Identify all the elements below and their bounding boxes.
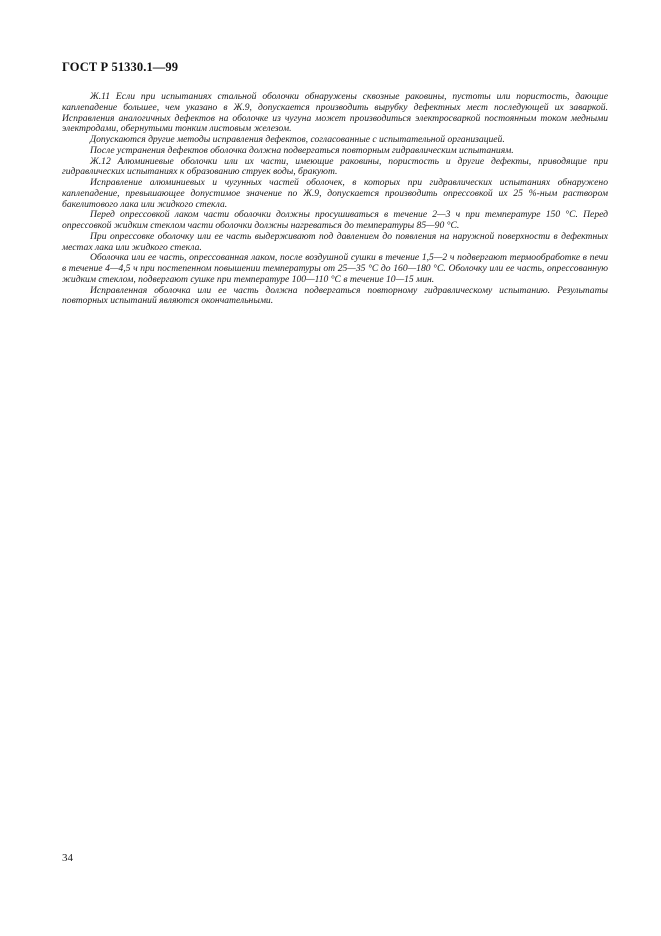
paragraph-other-methods: Допускаются другие методы исправления дефектов, согласованные с испытательной организацией. bbox=[90, 134, 505, 145]
document-header: ГОСТ Р 51330.1—99 bbox=[62, 60, 179, 74]
paragraph-repeat-tests: После устранения дефектов оболочка должна подвергаться повторным гидравлическим испытаниям. bbox=[90, 144, 514, 156]
paragraph-before-pressing: Перед опрессовкой лаком части оболочки должны просушиваться в течение 2—3 ч при температуре 150 °С. Перед опрессовкой жидким стеклом части оболочки должны нагреваться до температуры 85—90 °С. bbox=[62, 209, 608, 231]
paragraph-final-test: Исправленная оболочка или ее часть должна подвергаться повторному гидравлическому испытанию. Результаты повторных испытаний являются окончательными. bbox=[62, 284, 608, 307]
paragraph-repair-aluminum: Исправление алюминиевых и чугунных частей оболочек, в которых при гидравлических испытаниях обнаружено каплепадение, превышающее допустимое значение по Ж.9, допускается производить опрессовкой их 25 %-ным раствором бакелитового лака или жидкого стекла. bbox=[62, 177, 608, 210]
paragraph-zh12: Ж.12 Алюминиевые оболочки или их части, имеющие раковины, пористость и другие дефекты, приводящие при гидравлических испытаниях к образованию струек воды, бракуют. bbox=[62, 155, 608, 178]
paragraph-during-pressing: При опрессовке оболочку или ее часть выдерживают под давлением до появления на наружной поверхности в дефектных местах лака или жидкого стекла. bbox=[62, 230, 608, 253]
document-body bbox=[62, 92, 608, 307]
page-number: 34 bbox=[62, 852, 73, 864]
paragraph-heat-treatment: Оболочка или ее часть, опрессованная лаком, после воздушной сушки в течение 1,5—2 ч подвергают термообработке в печи в течение 4—4,5 ч при постепенном повышении температуры от 25—35 °С до 160—180 °С. Оболочку или ее часть, опрессованную жидким стеклом, подвергают сушке при температуре 100—110 °С в течение 10—15 мин. bbox=[62, 252, 608, 285]
paragraph-zh11: Ж.11 Если при испытаниях стальной оболочки обнаружены сквозные раковины, пустоты или пористость, дающие каплепадение большее, чем указано в Ж.9, допускается производить вырубку дефектных мест последующей их заваркой. Исправления аналогичных дефектов на оболочке из чугуна может производиться электросваркой постоянным током медными электродами, обернутыми тонким листовым железом. bbox=[62, 91, 608, 135]
